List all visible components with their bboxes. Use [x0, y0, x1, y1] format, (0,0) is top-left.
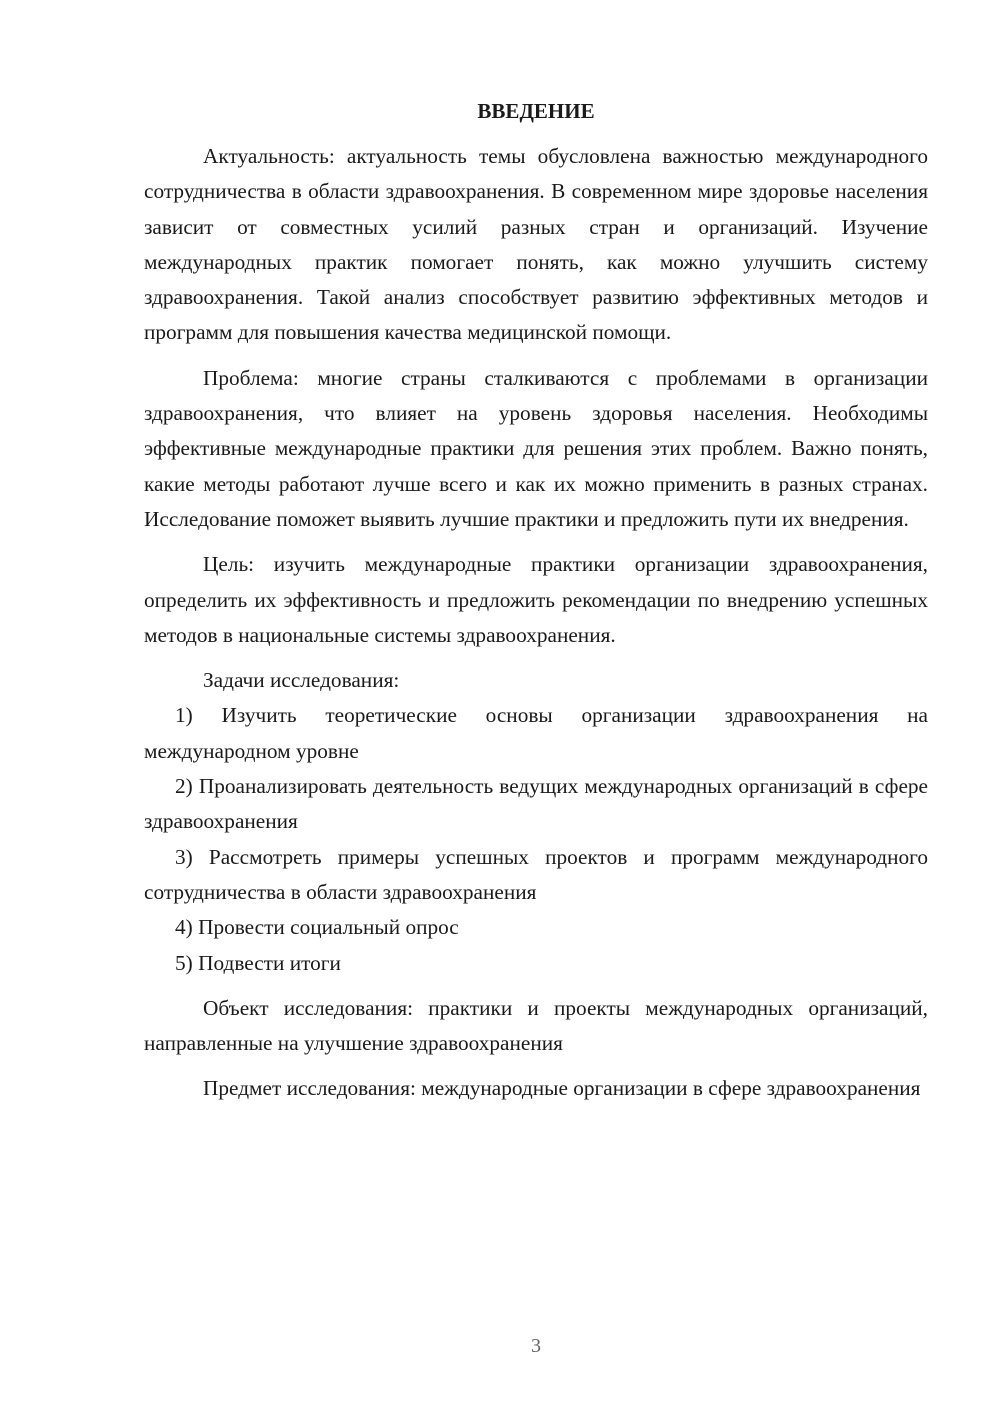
task-item: 2) Проанализировать деятельность ведущих международных организаций в сфере здравоохранения [144, 774, 928, 834]
problem-paragraph: Проблема: многие страны сталкиваются с проблемами в организации здравоохранения, что влияет на уровень здоровья населения. Необходимы эффективные международные практики для решения этих проблем. Важно понять, какие методы работают лучше всего и как их можно применить в разных странах. Исследование поможет выявить лучшие практики и предложить пути их внедрения. [144, 365, 928, 531]
task-item: 4) Провести социальный опрос [175, 915, 459, 940]
goal-paragraph: Цель: изучить международные практики организации здравоохранения, определить их эффективность и предложить рекомендации по внедрению успешных методов в национальные системы здравоохранения. [144, 552, 928, 647]
task-item: 3) Рассмотреть примеры успешных проектов и программ международного сотрудничества в области здравоохранения [144, 844, 928, 904]
tasks-heading: Задачи исследования: [203, 668, 400, 693]
section-title: ВВЕДЕНИЕ [477, 99, 595, 123]
task-item: 1) Изучить теоретические основы организации здравоохранения на международном уровне [144, 703, 928, 763]
subject-paragraph: Предмет исследования: международные организации в сфере здравоохранения [203, 1076, 921, 1101]
relevance-paragraph: Актуальность: актуальность темы обусловлена важностью международного сотрудничества в области здравоохранения. В современном мире здоровье населения зависит от совместных усилий разных стран и организаций. Изучение международных практик помогает понять, как можно улучшить систему здравоохранения. Такой анализ способствует развитию эффективных методов и программ для повышения качества медицинской помощи. [144, 144, 928, 345]
page-content [144, 94, 928, 1107]
page-number: 3 [531, 1335, 541, 1357]
object-paragraph: Объект исследования: практики и проекты международных организаций, направленные на улучшение здравоохранения [144, 995, 928, 1056]
task-item: 5) Подвести итоги [175, 950, 341, 975]
